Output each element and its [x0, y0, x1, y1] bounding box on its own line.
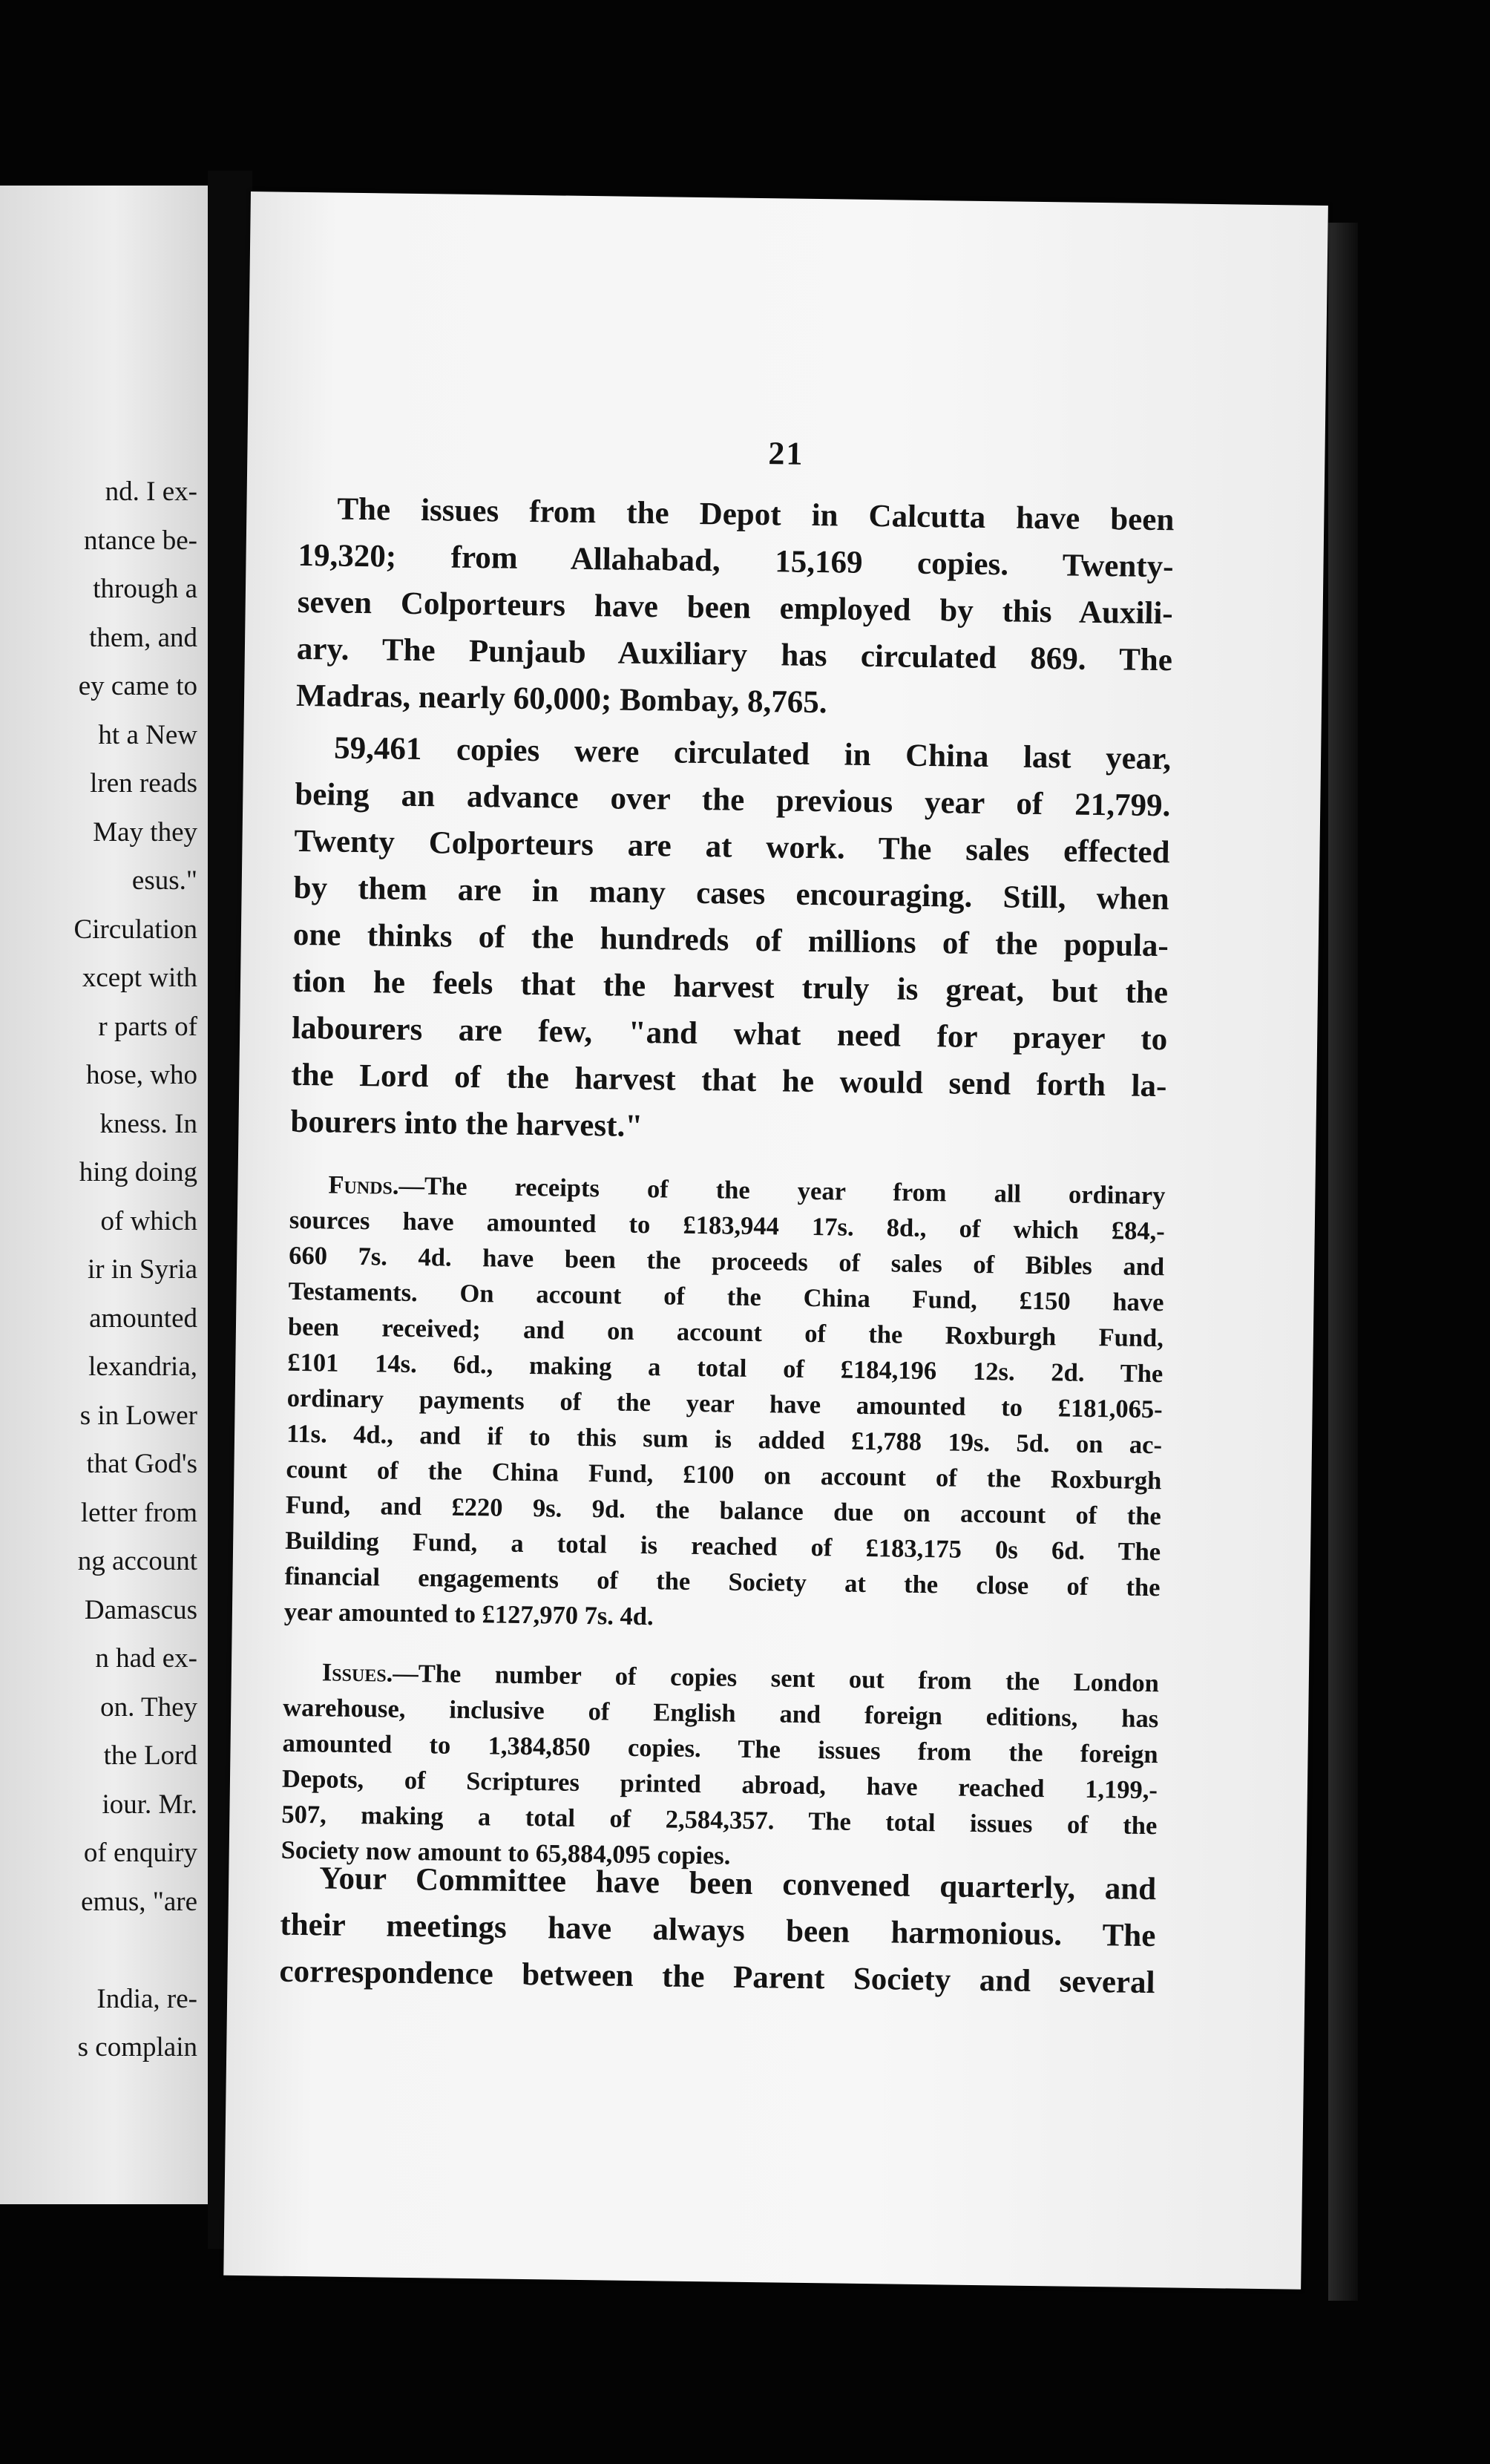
- text-line: £101 14s. 6d., making a total of £184,196 12s. 2d. The: [287, 1348, 1164, 1389]
- left-line: kness. In: [99, 1108, 197, 1139]
- text-line: their meetings have always been harmonious. The: [280, 1907, 1156, 1954]
- text-line: ary. The Punjaub Auxiliary has circulated 869. The: [296, 631, 1173, 678]
- text-line: financial engagements of the Society at the close of the: [284, 1562, 1161, 1602]
- left-line: r parts of: [98, 1011, 197, 1042]
- left-line: that God's: [86, 1449, 197, 1479]
- right-page: [223, 191, 1328, 2290]
- text-line: 11s. 4d., and if to this sum is added £1,788 19s. 5d. on ac-: [286, 1419, 1163, 1460]
- text-line: 507, making a total of 2,584,357. The total issues of the: [281, 1800, 1158, 1841]
- left-line: Circulation: [73, 914, 197, 945]
- left-line: esus.": [131, 865, 197, 896]
- left-line: of which: [100, 1205, 197, 1236]
- text-line: one thinks of the hundreds of millions of the popula-: [292, 917, 1169, 964]
- text-line: Twenty Colporteurs are at work. The sales effected: [294, 823, 1170, 871]
- text-line: amounted to 1,384,850 copies. The issues from the foreign: [282, 1729, 1158, 1769]
- text-line: been received; and on account of the Roxburgh Fund,: [287, 1312, 1164, 1353]
- issues-line: —The number of copies sent out from the London: [393, 1659, 1160, 1698]
- left-line: ht a New: [98, 719, 197, 750]
- left-line: ey came to: [78, 671, 197, 701]
- text-line: being an advance over the previous year of 21,799.: [295, 776, 1171, 824]
- paragraph-depot-issues: [296, 485, 1175, 730]
- left-line: hing doing: [79, 1157, 197, 1187]
- left-line: [74, 1926, 197, 1975]
- text-line: Society now amount to 65,884,095 copies.: [280, 1835, 731, 1870]
- left-line: ntance be-: [83, 525, 197, 556]
- paragraph-funds: [284, 1167, 1166, 1641]
- text-line: The issues from the Depot in Calcutta have been: [337, 491, 1175, 538]
- text-line: by them are in many cases encouraging. Still, when: [293, 870, 1169, 917]
- page-edge-shadow: [1328, 223, 1358, 2301]
- text-line: Fund, and £220 9s. 9d. the balance due on account of the: [285, 1490, 1161, 1531]
- paragraph-china: [290, 724, 1171, 1156]
- text-line: year amounted to £127,970 7s. 4d.: [283, 1597, 654, 1631]
- left-line: emus, "are: [81, 1886, 197, 1917]
- left-line: of enquiry: [83, 1838, 197, 1868]
- paragraph-issues: [280, 1654, 1159, 1879]
- issues-heading: Issues.: [321, 1658, 393, 1688]
- text-line: 19,320; from Allahabad, 15,169 copies. Twenty-: [298, 537, 1174, 585]
- left-line: s complain: [77, 2032, 197, 2062]
- left-line: hose, who: [85, 1060, 197, 1090]
- funds-line: —The receipts of the year from all ordinary: [398, 1171, 1166, 1210]
- text-line: ordinary payments of the year have amounted to £181,065-: [286, 1383, 1163, 1424]
- text-line: sources have amounted to £183,944 17s. 8d., of which £84,-: [289, 1205, 1166, 1246]
- paragraph-committee: [279, 1855, 1156, 2006]
- funds-heading: Funds.: [328, 1170, 399, 1200]
- left-line: ir in Syria: [88, 1254, 197, 1285]
- text-line: Your Committee have been convened quarterly, and: [318, 1861, 1157, 1907]
- left-line: them, and: [89, 622, 197, 653]
- left-page-fragment: [0, 186, 208, 2204]
- text-line: count of the China Fund, £100 on account of the Roxburgh: [286, 1455, 1162, 1495]
- left-line: amounted: [89, 1303, 197, 1334]
- left-line: through a: [93, 574, 197, 604]
- left-line: May they: [93, 816, 197, 848]
- text-line: the Lord of the harvest that he would send forth la-: [291, 1057, 1167, 1104]
- left-line: India, re-: [96, 1983, 197, 2014]
- text-line: 660 7s. 4d. have been the proceeds of sales of Bibles and: [288, 1241, 1165, 1282]
- left-line: letter from: [80, 1497, 197, 1528]
- left-line: ng account: [77, 1546, 197, 1576]
- text-line: Testaments. On account of the China Fund, £150 have: [288, 1277, 1164, 1317]
- text-line: Depots, of Scriptures printed abroad, have reached 1,199,-: [281, 1764, 1158, 1805]
- left-line: on. They: [100, 1691, 197, 1723]
- left-line: lexandria,: [88, 1351, 197, 1382]
- text-line: tion he feels that the harvest truly is great, but the: [292, 963, 1169, 1011]
- left-page-text: [74, 468, 197, 2072]
- text-line: labourers are few, "and what need for prayer to: [291, 1010, 1168, 1058]
- page-number: 21: [768, 435, 804, 472]
- text-line: Building Fund, a total is reached of £183,175 0s 6d. The: [284, 1526, 1161, 1567]
- left-line: xcept with: [82, 963, 197, 993]
- text-line: Madras, nearly 60,000; Bombay, 8,765.: [295, 678, 827, 721]
- left-line: the Lord: [103, 1740, 197, 1771]
- text-line: bourers into the harvest.": [290, 1104, 643, 1144]
- left-line: s in Lower: [79, 1400, 197, 1431]
- left-line: Damascus: [84, 1594, 197, 1625]
- left-line: n had ex-: [95, 1643, 197, 1674]
- left-line: iour. Mr.: [102, 1789, 197, 1820]
- left-line: lren reads: [90, 768, 197, 799]
- text-line: 59,461 copies were circulated in China last year,: [333, 730, 1172, 777]
- text-line: correspondence between the Parent Society and several: [279, 1953, 1155, 2001]
- text-line: seven Colporteurs have been employed by this Auxili-: [297, 584, 1173, 632]
- text-line: warehouse, inclusive of English and foreign editions, has: [283, 1693, 1159, 1734]
- left-line: nd. I ex-: [105, 476, 197, 507]
